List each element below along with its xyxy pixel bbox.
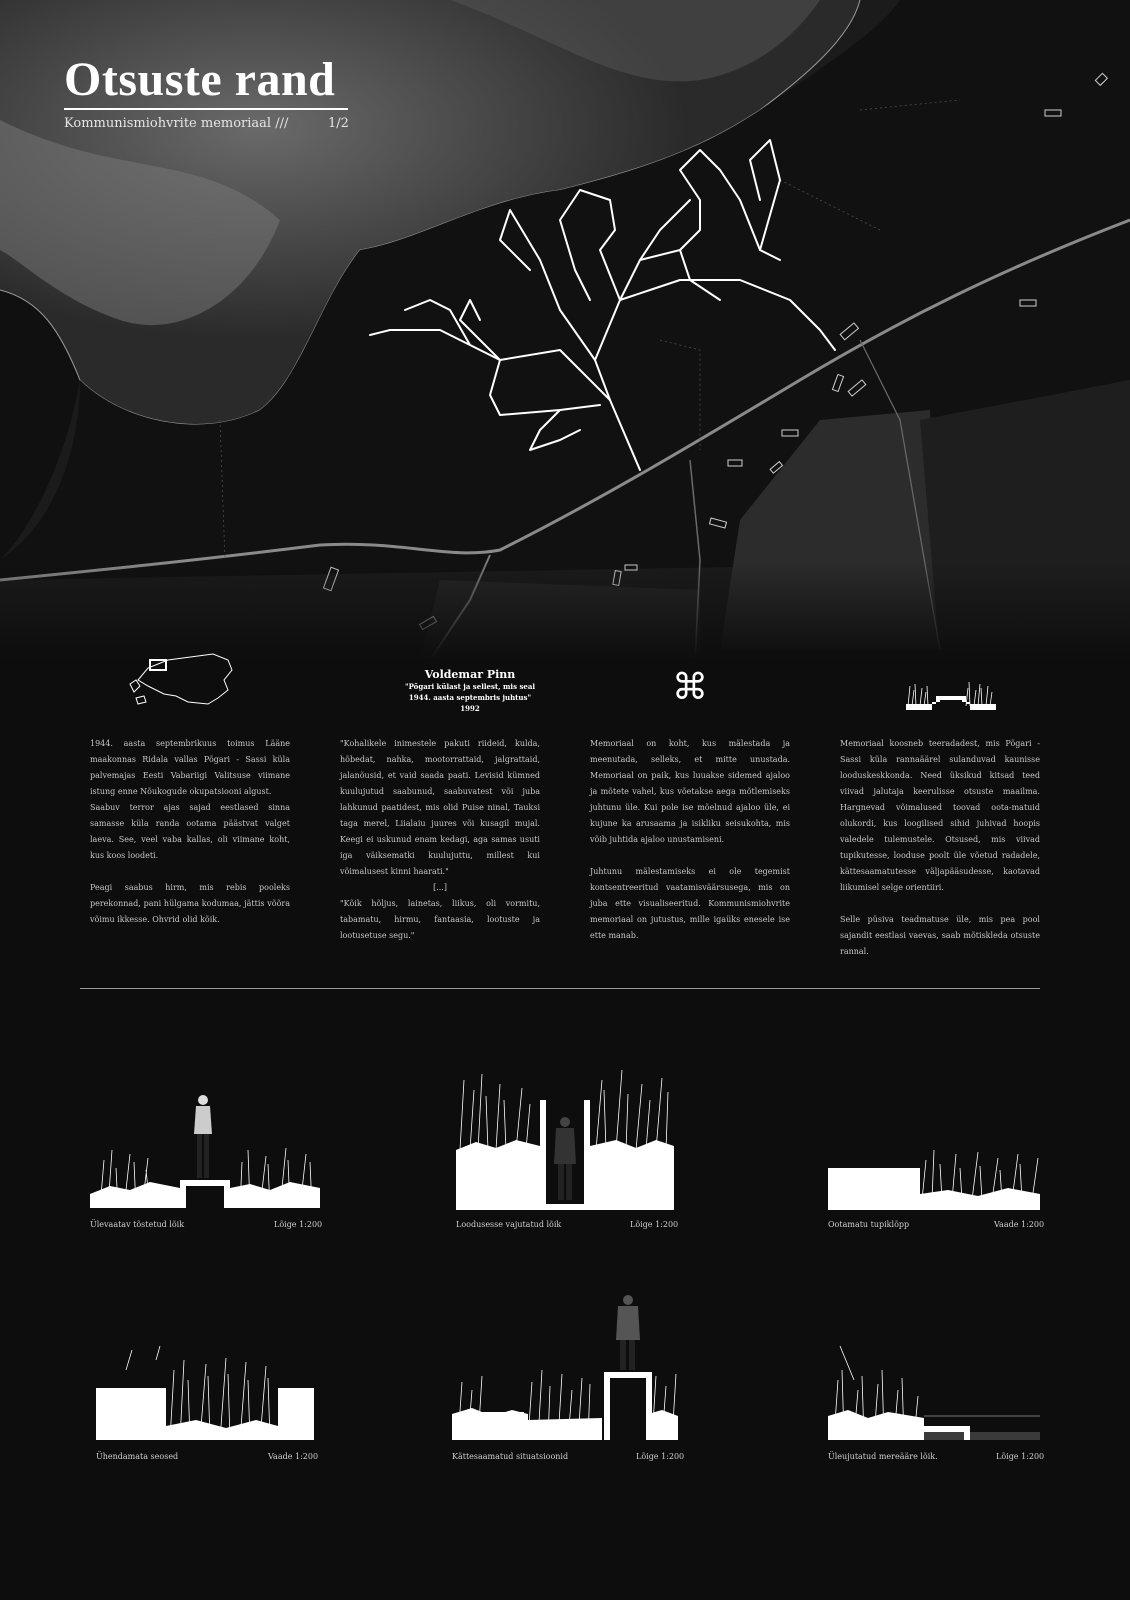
page-title: Otsuste rand: [64, 53, 336, 106]
text-column: [90, 736, 290, 928]
command-knot-icon: ⌘: [672, 667, 708, 708]
section-caption: Kättesaamatud situatsioonid: [452, 1452, 569, 1461]
page-number: 1/2: [328, 116, 349, 131]
estonia-map-icon: [128, 650, 238, 708]
paragraph: Selle püsiva teadmatuse üle, mis pea pool sajandit eestlasi vaevas, saab mõtiskleda otsuste rannal.: [840, 915, 1040, 956]
quote-line: "Põgari külast ja sellest, mis seal: [404, 682, 536, 691]
section-drawing: [456, 1060, 674, 1210]
person-figure: [194, 1095, 212, 1178]
section-scale: Vaade 1:200: [268, 1452, 319, 1461]
section-drawing: [828, 1340, 1040, 1440]
page-subtitle: Kommunismiohvrite memoriaal ///: [64, 116, 289, 131]
section-symbol-icon: [906, 676, 996, 710]
paragraph: Juhtunu mälestamiseks ei ole tegemist kontsentreeritud vaatamisväärsusega, mis on juba ette visualiseeritud. Kommunismiohvrite memoriaal on jutustus, mille igaüks enesele ise ette manab.: [590, 867, 790, 940]
section-caption: Üleujutatud mereääre lõik.: [828, 1452, 938, 1461]
paragraph: Peagi saabus hirm, mis rebis pooleks perekonnad, pani hülgama kodumaa, jättis võõra võimu ikkesse. Ohvrid olid kõik.: [90, 883, 290, 924]
text-column: [590, 736, 790, 944]
person-figure: [554, 1117, 576, 1200]
text-column: [840, 736, 1040, 960]
quote-block: [360, 668, 580, 714]
paragraph: [...]: [433, 883, 447, 892]
quote-author: Voldemar Pinn: [424, 668, 516, 681]
section-scale: Lõige 1:200: [630, 1220, 679, 1229]
section-drawing: [96, 1340, 314, 1440]
section-caption: Ootamatu tupiklõpp: [828, 1220, 910, 1229]
section-drawing: [828, 1140, 1040, 1210]
paragraph: "Kohalikele inimestele pakuti riideid, kulda, hõbedat, nahka, mootorrattaid, jalgrattaid, jalanõusid, et vaid saada paati. Levisid kümned kuulujutud saabunud, saabuvatest või juba lahkunud paatidest, mis olid Puise ninal, Tauksi taga merel, Liialaiu juures või kusagil mujal. Keegi ei uskunud enam kedagi, aga samas usuti iga väiksematki kuulujuttu, millest kui võimalusest kinni haarati.": [340, 739, 540, 876]
paragraph: Memoriaal on koht, kus mälestada ja meenutada, selleks, et mitte unustada. Memoriaal on paik, kus luuakse sidemed ajaloo ja mõtete vahel, kus võetakse aega mõtlemiseks juhtunu üle. Kui pole ise mõelnud ajaloo üle, ei kujune ka arusaama ja isikliku seisukohta, mis võib juhtida ajaloo unustamiseni.: [590, 739, 790, 844]
section-caption: Loodusesse vajutatud lõik: [456, 1220, 562, 1229]
paragraph: 1944. aasta septembrikuus toimus Lääne maakonnas Ridala vallas Põgari - Sassi küla palvemajas Eesti Vabariigi Valitsuse viimane istung enne Nõukogude okupatsiooni algust.: [90, 739, 290, 796]
text-column: [340, 736, 540, 944]
quote-year: 1992: [460, 704, 480, 713]
paragraph: "Kõik hõljus, lainetas, liikus, oli vormitu, tabamatu, hirmu, fantaasia, lootuste ja lootusetuse segu.": [340, 899, 540, 940]
section-drawing: [90, 1090, 320, 1210]
section-drawing: [452, 1290, 678, 1440]
section-scale: Lõige 1:200: [274, 1220, 323, 1229]
section-caption: Ühendamata seosed: [96, 1452, 179, 1461]
paragraph: Saabuv terror ajas sajad eestlased sinna samasse küla randa ootama päästvat valget laeva. See, veel vaba kallas, oli viimane koht, kus koos loodeti.: [90, 803, 290, 860]
section-scale: Lõige 1:200: [996, 1452, 1045, 1461]
section-caption: Ülevaatav tõstetud lõik: [90, 1220, 185, 1229]
section-scale: Vaade 1:200: [994, 1220, 1045, 1229]
section-scale: Lõige 1:200: [636, 1452, 685, 1461]
quote-line: 1944. aasta septembris juhtus": [408, 693, 532, 702]
title-underline: [64, 108, 348, 110]
paragraph: Memoriaal koosneb teeradadest, mis Põgari - Sassi küla rannaäärel sulanduvad kaunisse looduskeskkonda. Need üksikud kitsad teed viivad jalutaja keerulisse otsuste maailma. Hargnevad võimalused toovad oota-matuid olukordi, kus loogilised sihid juhivad hoopis valedele tulemustele. Otsused, mis viivad tupikutesse, looduse poolt üle võetud radadele, kättesaamatutesse väljapääsudesse, kaotavad liikumisel selge orientiiri.: [840, 739, 1040, 892]
section-divider: [80, 988, 1040, 989]
person-figure: [616, 1295, 640, 1370]
